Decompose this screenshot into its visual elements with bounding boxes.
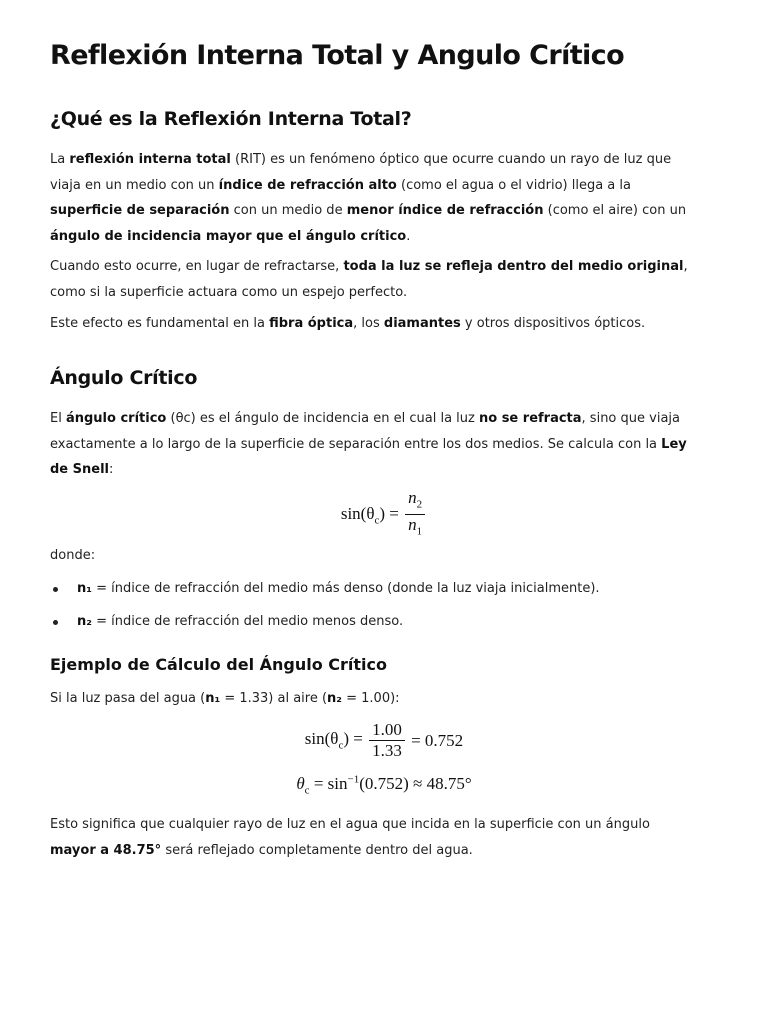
text-run: será reflejado completamente dentro del agua. xyxy=(161,842,473,858)
example-formula-sin: $\sin(\theta_c)$ = $\frac{1.00}{1.33}$ = 0.752 xyxy=(304,720,464,760)
paragraph-rit-definition xyxy=(50,147,690,249)
text-run: , como si la superficie actuara como un espejo perfecto. xyxy=(50,259,688,300)
text-run: El xyxy=(50,411,66,426)
text-run: = 1.33) al aire ( xyxy=(220,691,328,706)
section-heading-critical-angle: Ángulo Crítico xyxy=(50,367,198,389)
bold-text: Ley de Snell xyxy=(50,436,687,477)
bold-text: fibra óptica xyxy=(269,316,354,331)
text-run: (como el agua o el vidrio) llega a la xyxy=(396,177,631,193)
paragraph-rit-effect xyxy=(50,254,690,305)
text-run: = 1.00): xyxy=(342,691,400,706)
donde-label: donde: xyxy=(50,548,96,563)
bold-text: diamantes xyxy=(383,316,461,331)
bold-text: menor índice de refracción xyxy=(346,203,544,218)
paragraph-rit-applications xyxy=(50,311,690,337)
page-title: Reflexión Interna Total y Angulo Crítico xyxy=(50,40,625,71)
bold-text: índice de refracción alto xyxy=(218,177,397,193)
text-run: Este efecto es fundamental en la xyxy=(50,316,270,331)
bold-text: superficie de separación xyxy=(50,203,230,218)
text-run: , los xyxy=(353,316,384,331)
list-item-n2: n₂ = índice de refracción del medio menos denso. xyxy=(50,612,700,645)
text-run: La xyxy=(50,152,70,167)
text-run: . xyxy=(406,228,411,244)
text-run: con un medio de xyxy=(229,203,347,218)
bold-text: reflexión interna total xyxy=(69,152,231,167)
example-formula-angle: $\theta_c = \sin^{-1}(0.752) \approx 48.75^\circ$ xyxy=(296,773,472,797)
text-run: Si la luz pasa del agua ( xyxy=(50,691,206,706)
text-run: (como el aire) con un xyxy=(543,203,687,218)
text-run: Esto significa que cualquier rayo de luz en el agua que incida en la superficie con un ángulo xyxy=(50,817,650,832)
bold-text: n₁ xyxy=(205,691,221,706)
text-run: , sino que viaja exactamente a lo largo de la superficie de separación entre los dos medios. Se calcula con la xyxy=(50,411,680,452)
list-item-n1: n₁ = índice de refracción del medio más denso (donde la luz viaja inicialmente). xyxy=(50,579,700,612)
text-run: : xyxy=(109,462,114,477)
text-run: (θc) es el ángulo de incidencia en el cual la luz xyxy=(166,411,479,426)
variable-list xyxy=(50,579,700,645)
section-heading-rit: ¿Qué es la Reflexión Interna Total? xyxy=(50,108,412,130)
paragraph-example-intro xyxy=(50,686,690,712)
snell-formula: $\sin(\theta_c)$ = $\frac{n_2}{n_1}$ xyxy=(50,488,718,542)
bold-text: no se refracta xyxy=(478,411,582,426)
bold-text: ángulo de incidencia mayor que el ángulo crítico xyxy=(50,228,407,244)
bold-text: mayor a 48.75° xyxy=(50,842,162,858)
text-run: Cuando esto ocurre, en lugar de refractarse, xyxy=(50,259,344,274)
bold-text: toda la luz se refleja dentro del medio original xyxy=(343,259,684,274)
paragraph-critical-angle-definition xyxy=(50,406,690,483)
bold-text: n₂ xyxy=(327,691,342,706)
text-run: (RIT) es un fenómeno óptico que ocurre cuando un rayo de luz que viaja en un medio con un xyxy=(50,152,672,193)
section-heading-example: Ejemplo de Cálculo del Ángulo Crítico xyxy=(50,655,388,674)
paragraph-example-conclusion xyxy=(50,812,690,863)
bold-text: ángulo crítico xyxy=(65,411,167,426)
text-run: y otros dispositivos ópticos. xyxy=(460,316,646,331)
